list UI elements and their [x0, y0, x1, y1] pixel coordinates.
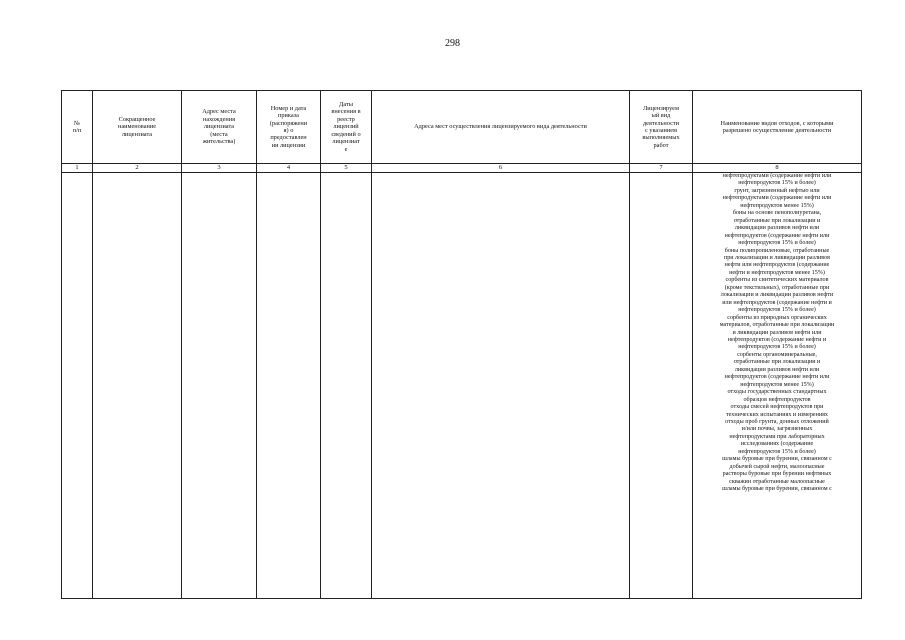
- header-line: лицензиата: [203, 123, 235, 131]
- cell-registry-date: [321, 173, 372, 599]
- column-number-row: [62, 164, 862, 173]
- header-line: лицензиата: [121, 130, 153, 138]
- waste-type-line: нефтепродуктами (содержание нефти или: [722, 173, 832, 179]
- header-line: сведений о: [331, 130, 361, 138]
- waste-type-line: сорбенты из синтетических материалов: [725, 277, 829, 284]
- header-licensed-activity: [630, 91, 693, 164]
- header-licensee-name: [93, 91, 182, 164]
- waste-type-line: нефтепродуктов 15% и более): [738, 307, 816, 314]
- waste-type-line: нефтепродуктов (содержание нефти или: [724, 374, 830, 381]
- header-line: Адрес места: [202, 108, 236, 116]
- header-line: приказа: [278, 112, 299, 120]
- column-number: 8: [693, 164, 862, 173]
- header-registry-dates: [321, 91, 372, 164]
- waste-type-line: или нефтепродуктов (содержание нефти и: [722, 299, 832, 306]
- waste-type-line: добычей сырой нефти, малоопасные: [729, 463, 825, 470]
- header-line: №: [73, 119, 80, 127]
- header-line: е: [344, 145, 348, 153]
- waste-type-line: грунт, загрязненный нефтью или: [734, 187, 820, 194]
- waste-type-line: нефтепродуктами (содержание нефти или: [722, 195, 832, 202]
- waste-type-line: нефтепродуктами при лабораторных: [729, 433, 825, 440]
- waste-type-line: нефти и нефтепродуктов менее 15%): [729, 269, 825, 276]
- header-line: (распоряжени: [269, 119, 308, 127]
- waste-type-line: отработанные при локализации и: [733, 359, 821, 366]
- waste-type-line: отходы государственных стандартных: [727, 389, 827, 396]
- waste-type-line: нефтепродуктов 15% и более): [738, 180, 816, 187]
- waste-type-line: отработанные при локализации и: [733, 217, 821, 224]
- waste-type-line: сорбенты органоминеральные,: [737, 351, 817, 358]
- waste-type-line: сорбенты из природных органических: [727, 314, 827, 321]
- waste-type-line: образцов нефтепродуктов: [743, 396, 811, 403]
- header-line: лицензиат: [332, 138, 360, 146]
- header-line: работ: [653, 141, 669, 149]
- header-line: Адреса мест осуществления лицензируемого вида деятельности: [414, 123, 587, 131]
- waste-type-line: ликвидации разливов нефти или: [734, 366, 820, 373]
- waste-type-line: нефтепродуктов (содержание нефти или: [724, 232, 830, 239]
- waste-type-line: отходы проб грунта, донных отложений: [725, 418, 829, 425]
- table-row: [62, 173, 862, 599]
- header-line: п/п: [72, 127, 82, 134]
- column-number: 2: [93, 164, 182, 173]
- header-line: (места: [210, 130, 228, 138]
- column-number: 3: [182, 164, 257, 173]
- page-number: 298: [445, 38, 460, 49]
- waste-type-line: нефтепродуктов менее 15%): [740, 202, 814, 209]
- waste-type-line: нефти или нефтепродуктов (содержание: [724, 262, 830, 269]
- header-line: ии лицензии: [271, 141, 306, 149]
- column-number: 5: [321, 164, 372, 173]
- header-line: Номер и дата: [270, 104, 307, 112]
- waste-type-line: нефтепродуктов 15% и более): [738, 344, 816, 351]
- license-registry-table: [61, 90, 862, 599]
- cell-licensee-name: [93, 173, 182, 599]
- header-line: Лицензируем: [643, 104, 679, 112]
- header-line: нахождения: [202, 115, 236, 123]
- header-line: жительства): [202, 138, 236, 146]
- column-number: 7: [630, 164, 693, 173]
- waste-type-line: нефтепродуктов 15% и более): [738, 240, 816, 247]
- waste-type-line: скважин отработанные малоопасные: [729, 478, 825, 485]
- cell-licensee-address: [182, 173, 257, 599]
- cell-order: [257, 173, 321, 599]
- waste-type-line: локализации и ликвидации разливов нефти: [720, 292, 834, 299]
- waste-type-line: (кроме текстильных), отработанные при: [724, 284, 830, 291]
- header-line: наименование: [117, 123, 157, 131]
- waste-type-line: нефтепродуктов менее 15%): [740, 381, 814, 388]
- header-licensee-address: [182, 91, 257, 164]
- header-line: выполняемых: [642, 134, 680, 142]
- waste-type-line: и/или почвы, загрязненных: [741, 426, 813, 433]
- header-number: [62, 91, 93, 164]
- waste-type-line: отходы смесей нефтепродуктов при: [730, 404, 824, 411]
- column-number: 6: [372, 164, 630, 173]
- header-line: я) о: [283, 127, 294, 134]
- table-header-row: [62, 91, 862, 164]
- waste-type-line: растворы буровые при бурении нефтяных: [722, 471, 832, 478]
- header-line: ый вид: [651, 112, 671, 120]
- waste-type-line: шламы буровые при бурении, связанном с: [722, 486, 832, 493]
- header-order-number-date: [257, 91, 321, 164]
- column-number: 1: [62, 164, 93, 173]
- header-line: Наименование видов отходов, с которыми: [720, 119, 834, 127]
- header-line: реестр: [337, 115, 355, 123]
- waste-type-line: и ликвидации разливов нефти или: [732, 329, 822, 336]
- waste-type-line: шламы буровые при бурении, связанном с: [722, 456, 832, 463]
- header-line: разрешено осуществление деятельности: [722, 127, 832, 134]
- waste-type-line: боны на основе пенополиуретана,: [732, 210, 822, 217]
- header-line: предоставлен: [270, 134, 307, 142]
- header-activity-addresses: [372, 91, 630, 164]
- header-line: Даты: [339, 101, 353, 109]
- header-line: деятельности: [642, 119, 680, 127]
- header-line: с указанием: [644, 127, 678, 134]
- waste-type-line: боны полипропиленовые, отработанные: [724, 247, 830, 254]
- waste-type-line: при локализации и ликвидации разливов: [723, 254, 831, 261]
- waste-type-line: материалов, отработанные при локализации: [719, 322, 835, 329]
- waste-type-line: ликвидации разливов нефти или: [734, 225, 820, 232]
- header-line: Сокращенное: [118, 115, 156, 123]
- waste-type-line: нефтепродуктов (содержание нефти и: [727, 336, 827, 343]
- column-number: 4: [257, 164, 321, 173]
- waste-type-line: исследованиях (содержание: [740, 441, 814, 448]
- waste-type-line: технических испытаниях и измерениях: [726, 411, 828, 418]
- cell-licensed-activity: [630, 173, 693, 599]
- header-waste-types: [693, 91, 862, 164]
- waste-type-line: нефтепродуктов 15% и более): [738, 448, 816, 455]
- header-line: внесения в: [331, 108, 361, 116]
- cell-waste-types: [693, 173, 862, 599]
- cell-number: [62, 173, 93, 599]
- header-line: лицензий: [333, 123, 359, 131]
- cell-activity-addresses: [372, 173, 630, 599]
